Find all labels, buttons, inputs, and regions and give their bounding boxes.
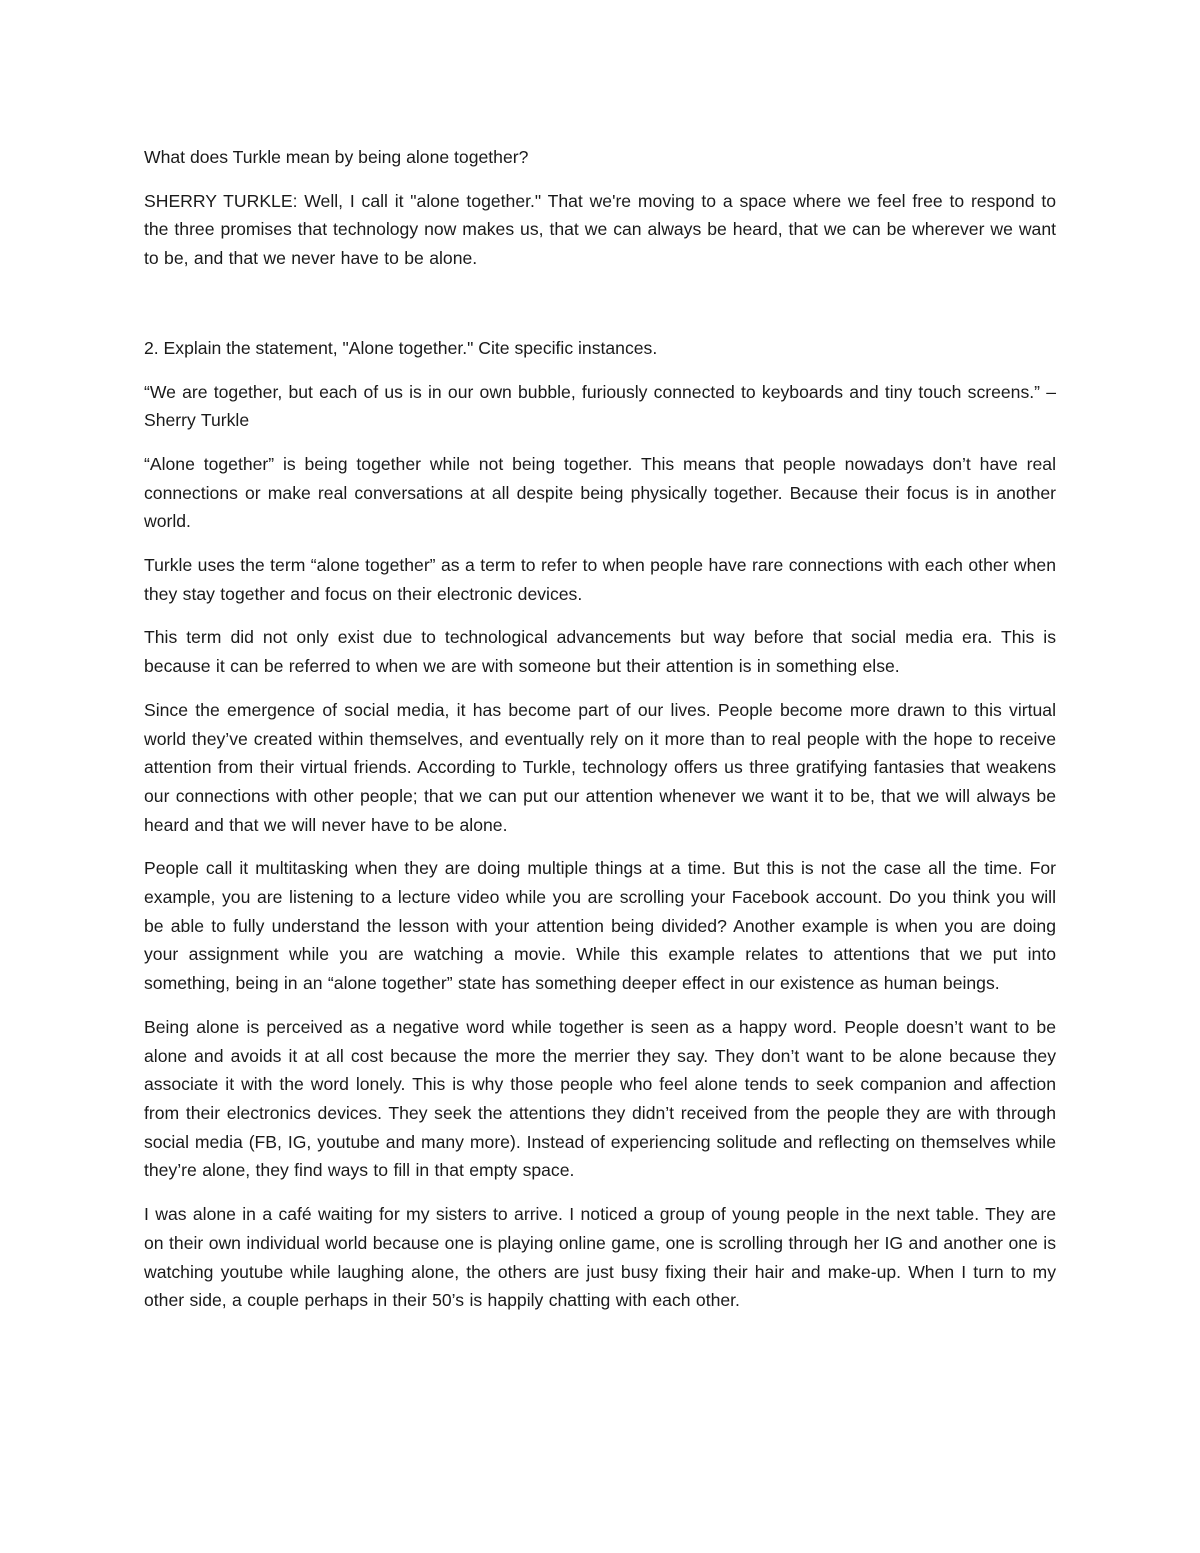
paragraph: “Alone together” is being together while not being together. This means that people nowadays don’t have real connections or make real conversations at all despite being physically together. Because their focus is in another world. bbox=[144, 453, 1056, 532]
paragraph: Turkle uses the term “alone together” as a term to refer to when people have rare connections with each other when they stay together and focus on their electronic devices. bbox=[144, 555, 1056, 604]
question-1: What does Turkle mean by being alone together? bbox=[144, 147, 529, 167]
turkle-quote: “We are together, but each of us is in our own bubble, furiously connected to keyboards and tiny touch screens.” – Sherry Turkle bbox=[144, 381, 1056, 431]
document-body bbox=[144, 143, 1056, 1330]
paragraph: Being alone is perceived as a negative word while together is seen as a happy word. People doesn’t want to be alone and avoids it at all cost because the more the merrier they say. They don’t want to be alone because they associate it with the word lonely. This is why those people who feel alone tends to seek companion and affection from their electronics devices. They seek the attentions they didn’t received from the people they are with through social media (FB, IG, youtube and many more). Instead of experiencing solitude and reflecting on themselves while they’re alone, they find ways to fill in that empty space. bbox=[144, 1016, 1056, 1181]
paragraph: Since the emergence of social media, it has become part of our lives. People become more drawn to this virtual world they’ve created within themselves, and eventually rely on it more than to real people with the hope to receive attention from their virtual friends. According to Turkle, technology offers us three gratifying fantasies that weakens our connections with other people; that we can put our attention whenever we want it to be, that we will always be heard and that we will never have to be alone. bbox=[144, 699, 1056, 835]
answer-1: SHERRY TURKLE: Well, I call it "alone together." That we're moving to a space where we feel free to respond to the three promises that technology now makes us, that we can always be heard, that we can be wherever we want to be, and that we never have to be alone. bbox=[144, 190, 1056, 269]
question-2: 2. Explain the statement, "Alone together." Cite specific instances. bbox=[144, 337, 658, 358]
paragraph: This term did not only exist due to technological advancements but way before that social media era. This is because it can be referred to when we are with someone but their attention is in something else. bbox=[144, 627, 1056, 677]
paragraph: People call it multitasking when they are doing multiple things at a time. But this is not the case all the time. For example, you are listening to a lecture video while you are scrolling your Facebook account. Do you think you will be able to fully understand the lesson with your attention being divided? Another example is when you are doing your assignment while you are watching a movie. While this example relates to attentions that we put into something, being in an “alone together” state has something deeper effect in our existence as human beings. bbox=[144, 858, 1056, 994]
paragraph: I was alone in a café waiting for my sisters to arrive. I noticed a group of young people in the next table. They are on their own individual world because one is playing online game, one is scrolling through her IG and another one is watching youtube while laughing alone, the others are just busy fixing their hair and make-up. When I turn to my other side, a couple perhaps in their 50’s is happily chatting with each other. bbox=[144, 1204, 1056, 1311]
